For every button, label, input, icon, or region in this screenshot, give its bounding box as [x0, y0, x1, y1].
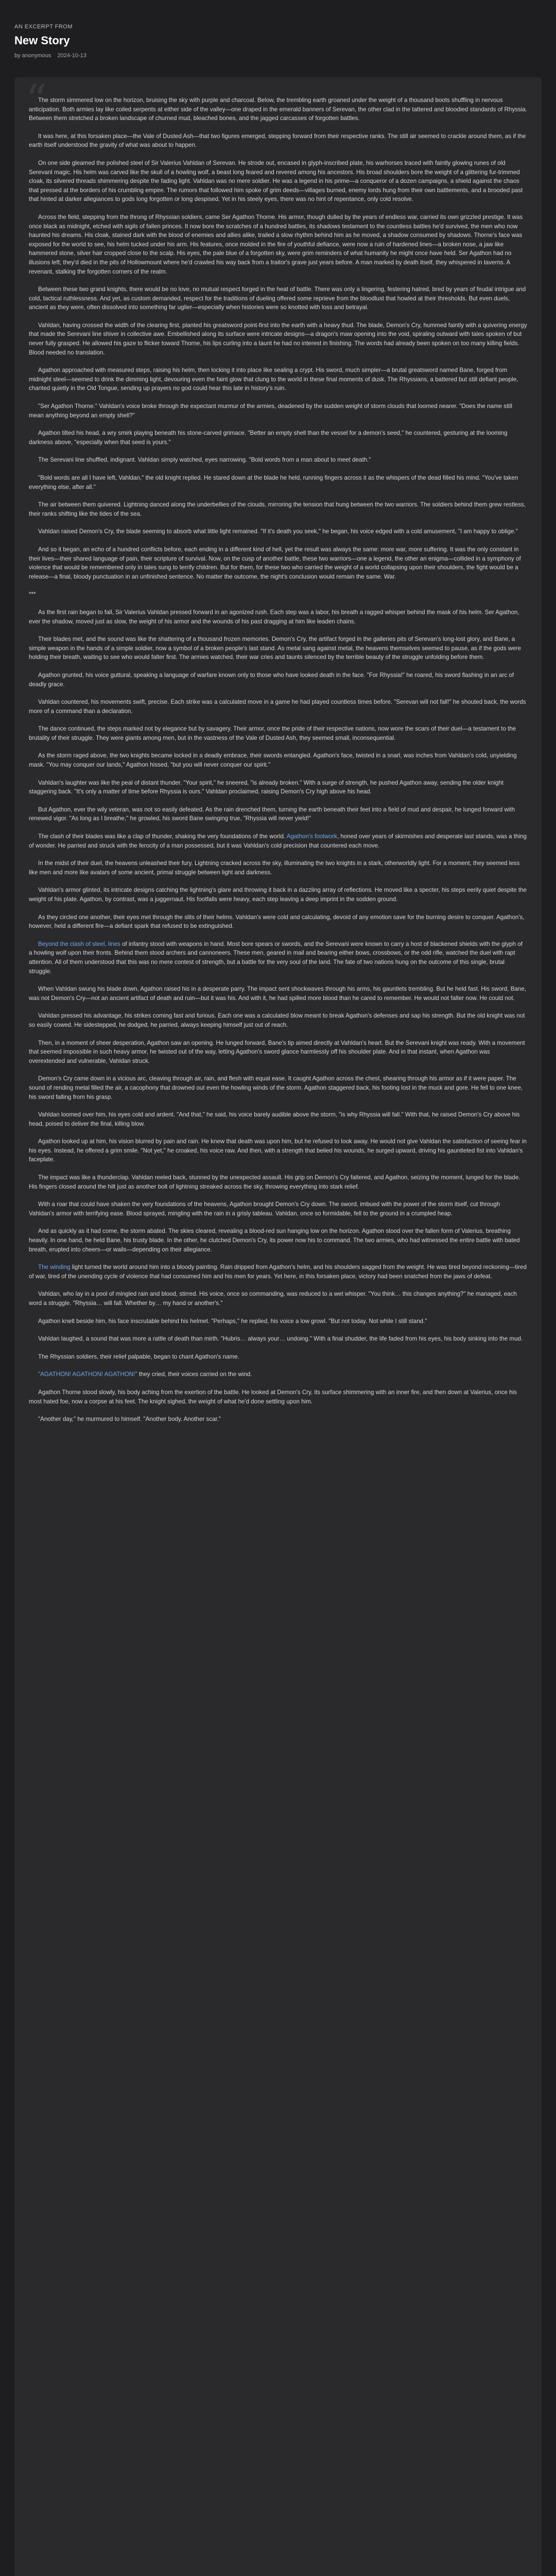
story-paragraph: Agathon Thorne stood slowly, his body aching from the exertion of the battle. He looked at Demon's Cry, its surface shimmering with an inner fire, and then down at Valerius, once his most hated foe, now a corpse at his feet. The knight sighed, the weight of what he'd done settling upon him. — [29, 1388, 517, 1405]
story-paragraph — [29, 1370, 527, 1379]
user-highlight: Agathon's footwork — [286, 833, 337, 840]
story-paragraph: "Bold words are all I have left, Vahldan," the old knight replied. He stared down at the blade he held, running fingers across it as the whispers of the dead filled his mind. "You've taken everything else, after all." — [29, 474, 518, 490]
story-paragraph: Demon's Cry came down in a vicious arc, cleaving through air, rain, and flesh with equal ease. It caught Agathon across the chest, shearing through his armor as if it were paper. The sound of rending metal filled the air, a cacophony that drowned out even the howling winds of the storm. Agathon staggered back, his footing lost in the muck and gore. He fell to one knee, his sword falling from his grasp. — [29, 1075, 523, 1100]
story-paragraph: The Serevani line shuffled, indignant. Vahldan simply watched, eyes narrowing. "Bold words from a man about to meet death." — [38, 456, 371, 464]
story-paragraph: Vahldan's armor glinted, its intricate designs catching the lightning's glare and throwing it back in a dazzling array of reflections. He moved like a specter, his steps eerily quiet despite the weight of his plate. Agathon, by contrast, was a juggernaut. His footfalls were heavy, each step leaving a deep imprint in the sodden ground. — [29, 887, 527, 903]
story-paragraph: Vahldan's laughter was like the peal of distant thunder. "Your spirit," he sneered, "is already broken." With a surge of strength, he pushed Agathon away, sending the older knight staggering back. "It's only a matter of time before Rhyssia is ours." Vahldan proclaimed, raising Demon's Cry high above his head. — [29, 779, 504, 795]
story-paragraph: Vahldan loomed over him, his eyes cold and ardent. "And that," he said, his voice barely audible above the storm, "is why Rhyssia will fall." With that, he raised Demon's Cry above his head, poised to deliver the final, killing blow. — [29, 1111, 520, 1127]
story-paragraph: The impact was like a thunderclap. Vahldan reeled back, stunned by the unexpected assault. His grip on Demon's Cry faltered, and Agathon, seizing the moment, lunged for the blade. His fingers closed around the hilt just as another bolt of lightning streaked across the sky, throwing everything into stark relief. — [29, 1174, 520, 1190]
story-title: New Story — [14, 34, 70, 47]
author-label: by anonymous — [14, 53, 51, 59]
story-body — [29, 96, 527, 1424]
date-label: 2024-10-13 — [57, 53, 86, 59]
user-highlight: The winding — [38, 1264, 71, 1271]
chant-text: "AGATHON! AGATHON! AGATHON!" — [38, 1371, 137, 1378]
story-paragraph: In the midst of their duel, the heavens unleashed their fury. Lightning cracked across the sky, illuminating the two knights in a stark, otherworldly light. For a moment, they seemed less like men and more like avatars of some ancient, primal struggle between light and darkness. — [29, 860, 520, 876]
story-paragraph: Agathon knelt beside him, his face inscrutable behind his helmet. "Perhaps," he replied, his voice a low growl. "But not today. Not while I still stand." — [38, 1317, 427, 1325]
eyebrow-label: AN EXCERPT FROM — [14, 24, 73, 30]
story-paragraph: It was here, at this forsaken place—the Vale of Dusted Ash—that two figures emerged, stepping forward from their respective ranks. The still air seemed to crackle around them, as if the earth itself understood the gravity of what was about to happen. — [29, 132, 526, 149]
story-paragraph: The Rhyssian soldiers, their relief palpable, began to chant Agathon's name. — [38, 1353, 239, 1360]
story-paragraph: As they circled one another, their eyes met through the slits of their helms. Vahldan's were cold and calculating, devoid of any emotion save for the burning desire to conquer. Agathon's, however, held a different fire—a defiant spark that refused to be extinguished. — [29, 913, 525, 930]
story-paragraph: Agathon tilted his head, a wry smirk playing beneath his stone-carved grimace. "Better an empty shell than the vessel for a demon's seed," he countered, gesturing at the looming darkness above, "especially when that seed is yours." — [29, 430, 508, 446]
paragraph-text: light turned the world around him into a bloody painting. Rain dripped from Agathon's helm, and his shoulders sagged from the weight. He was tired beyond reckoning—tired of war, tired of the unending cycle of violence that had consumed him and his men for years. Yet here, in this forsaken place, victory had been snatched from the jaws of defeat. — [29, 1264, 527, 1280]
story-paragraph: Vahldan laughed, a sound that was more a rattle of death than mirth. "Hubris… always your… undoing." With a final shudder, the life faded from his eyes, his body sinking into the mud. — [38, 1335, 523, 1343]
story-paragraph: Their blades met, and the sound was like the shattering of a thousand frozen memories. Demon's Cry, the artifact forged in the galleries pits of Serevan's long-lost glory, and Bane, a simple weapon in the hands of a simple soldier, now a symbol of a broken people's last stand. As metal sang against metal, the heavens themselves seemed to pause, as if the gods were holding their breath, waiting to see who would falter first. The armies watched, their war cries and taunts silenced by the terrible beauty of the struggle unfolding before them. — [29, 636, 522, 661]
story-paragraph: Then, in a moment of sheer desperation, Agathon saw an opening. He lunged forward, Bane's tip aimed directly at Vahldan's heart. But the Serevani knight was ready. With a movement that seemed impossible in such heavy armor, he twisted out of the way, letting Agathon's sword glance harmlessly off his shoulder plate. And in that instant, when Agathon was overextended and vulnerable, Vahldan struck. — [29, 1039, 525, 1064]
story-paragraph — [29, 832, 527, 850]
story-card — [14, 77, 542, 2576]
quote-mark-icon: “ — [26, 77, 47, 124]
story-paragraph: The storm simmered low on the horizon, bruising the sky with purple and charcoal. Below, the trembling earth groaned under the weight of a thousand boots shuffling in nervous anticipation. Both armies lay like coiled serpents at either side of the valley—one draped in the emerald banners of Serevan, the other clad in the tattered and bloodied standards of Rhyssia. Between them stretched a broken landscape of churned mud, bleached bones, and the jagged carcasses of forgotten battles. — [29, 97, 528, 122]
story-paragraph: Vahldan raised Demon's Cry, the blade seeming to absorb what little light remained. "If it's death you seek," he began, his voice edged with a cold amusement, "I am happy to oblige." — [38, 528, 518, 535]
paragraph-text: , honed over years of skirmishes and desperate last stands, was a thing of wonder. He parried and struck with the ferocity of a man possessed, but it was Vahldan's cold precision that countered each move. — [29, 833, 527, 849]
story-meta — [14, 53, 542, 59]
story-paragraph: Agathon approached with measured steps, raising his helm, then locking it into place like sealing a crypt. His sword, much simpler—a brutal greatsword named Bane, forged from midnight steel—seemed to drink the dimming light, devouring even the faint glow that clung to the world in these final moments of dusk. The Rhyssians, a battered but still defiant people, chanted quietly in the Old Tongue, sending up prayers no god could hear this late in history's ruin. — [29, 367, 518, 392]
story-paragraph: On one side gleamed the polished steel of Sir Valerius Vahldan of Serevan. He strode out, encased in glyph-inscribed plate, his warhorses traced with faintly glowing runes of old Serevanl magic. His helm was carved like the skull of a howling wolf, a beast long feared and revered among his ancestors. His broad shoulders bore the weight of a glittering fur-trimmed cloak, its silvered threads shimmering despite the fading light. Vahldan was no mere soldier. He was a legend in his prime—a conqueror of a dozen campaigns, a shield against the chaos that pressed at the borders of his crumbling empire. The rumors that followed him spoke of grim deeds—villages burned, enemy lords hung from their own battlements, and a brooded past that hinted at darker allegiances to gods long forgotten or long despised. Yet in his steely eyes, there was no hint of repentance, only cold resolve. — [29, 159, 523, 203]
story-paragraph: As the first rain began to fall, Sir Valerius Vahldan pressed forward in an agonized rush. Each step was a labor, his breath a ragged whisper behind the mask of his helm. Ser Agathon, ever the shadow, moved just as slow, the weight of his armor and the wounds of his past dragging at him like leaden chains. — [29, 608, 519, 625]
story-paragraph: Vahldan, having crossed the width of the clearing first, planted his greatsword point-first into the earth with a heavy thud. The blade, Demon's Cry, hummed faintly with a quivering energy that made the Serevani line shiver in collective awe. Embellished along its surface were intricate designs—a dragon's maw opening into the void, spiraling outward with tales spoken of but never fully grasped. He allowed his gaze to flicker toward Thorne, his lips curling into a taunt he had no interest in finishing. The words had already been spoken on too many killing fields. Blood needed no translation. — [29, 321, 527, 356]
paragraph-text: The clash of their blades was like a clap of thunder, shaking the very foundations of the world. — [38, 833, 287, 840]
story-paragraph: Vahldan countered, his movements swift, precise. Each strike was a calculated move in a game he had played countless times before. "Serevan will not fall!" he shouted back, the words more of a command than a declaration. — [29, 699, 526, 715]
story-paragraph: Agathon looked up at him, his vision blurred by pain and rain. He knew that death was upon him, but he refused to look away. He would not give Vahldan the satisfaction of seeing fear in his eyes. Instead, he offered a grim smile. "Not yet," he croaked, his voice raw. And then, with a strength that belied his wounds, he surged upward, driving his gauntleted fist into Vahldan's faceplate. — [29, 1138, 527, 1163]
story-paragraph: "Another day," he murmured to himself. "Another body. Another scar." — [38, 1416, 221, 1423]
user-highlight: Beyond the clash of steel, lines — [38, 940, 120, 947]
story-paragraph: Between these two grand knights, there would be no love, no mutual respect forged in the heat of battle. There was only a lingering, festering hatred, bred by years of feudal intrigue and cold, tactical ruthlessness. And yet, as custom demanded, respect for the traditions of dueling offered some reprieve from the bloodlust that howled at their thresholds. But even duels, ancient as they were, often dissolved into something far uglier—especially when histories were so knotted with loss and betrayal. — [29, 286, 526, 311]
story-paragraph: As the storm raged above, the two knights became locked in a deadly embrace, their swords entangled. Agathon's face, twisted in a snarl, was inches from Vahldan's cold, unyielding mask. "You may conquer our lands," Agathon hissed, "but you will never conquer our spirit." — [29, 752, 517, 769]
story-paragraph: And as quickly as it had come, the storm abated. The skies cleared, revealing a blood-red sun hanging low on the horizon. Agathon stood over the fallen form of Valerius, breathing heavily. In one hand, he held Bane, his trusty blade. In the other, he clutched Demon's Cry, its power now his to command. The two armies, who had witnessed the entire battle with bated breath, erupted into cheers—or wails—depending on their allegiance. — [29, 1228, 520, 1253]
story-paragraph: "Ser Agathon Thorne." Vahldan's voice broke through the expectant murmur of the armies, deadened by the sudden weight of storm clouds that loomed nearer. "Does the name still mean anything beyond an empty shell?" — [29, 403, 512, 419]
story-paragraph: But Agathon, ever the wily veteran, was not so easily defeated. As the rain drenched them, turning the earth beneath their feet into a field of mud and despair, he lunged forward with renewed vigor. "As long as I breathe," he growled, his sword Bane swinging true, "Rhyssia will never yield!" — [29, 806, 515, 822]
story-paragraph: The air between them quivered. Lightning danced along the underbellies of the clouds, mirroring the tension that hung between the two warriors. The soldiers behind them grew restless, their ranks shifting like the tides of the sea. — [29, 501, 526, 517]
paragraph-text: of infantry stood with weapons in hand. Most bore spears or swords, and the Serevani were known to carry a host of blackened shields with the glyph of a howling wolf upon their fronts. Behind them stood archers and cannoneers. These men, geared in mail and bearing either bows, crossbows, or the odd rifle, watched the duel with rapt attention. All of them understood that this was no mere contest of strength, but a battle for the very soul of the land. The fate of two nations hung on the outcome of this single, brutal struggle. — [29, 940, 523, 975]
story-paragraph: Vahldan pressed his advantage, his strikes coming fast and furious. Each one was a calculated blow meant to break Agathon's defenses and sap his strength. But the old knight was not so easily cowed. He sidestepped, he dodged, he parried, always keeping himself just out of reach. — [29, 1012, 525, 1028]
story-header — [0, 0, 556, 77]
story-paragraph: When Vahldan swung his blade down, Agathon raised his in a desperate parry. The impact sent shockwaves through his arms, his gauntlets trembling. But he held fast. His sword, Bane, was not Demon's Cry—not an ancient artifact of death and ruin—but it was his. And with it, he had spilled more blood than he cared to remember. He would not falter now. He could not. — [29, 986, 526, 1002]
story-paragraph — [29, 940, 527, 976]
story-paragraph: And so it began, an echo of a hundred conflicts before, each ending in a different kind of hell, yet the result was always the same: more war, more suffering. It was the only constant in their lives—their shared language of pain, their scripture of survival. Now, on the cusp of another battle, these two warriors—one a legend, the other an enigma—collided in a symphony of violence that would be remembered only in tales sung to terrify children. But for them, for these two who carried the weight of a world collapsing upon their shoulders, the fight would be a release—a final, bloody punctuation in an unfinished sentence. No matter the outcome, the night's conclusion would remain the same. War. — [29, 546, 521, 580]
story-paragraph: Agathon grunted, his voice guttural, speaking a language of warfare known only to those who have looked death in the face. "For Rhyssia!" he roared, his sword flashing in an arc of deadly grace. — [29, 671, 514, 688]
paragraph-text: they cried, their voices carried on the wind. — [137, 1371, 252, 1378]
section-separator: *** — [29, 591, 36, 598]
story-paragraph: With a roar that could have shaken the very foundations of the heavens, Agathon brought Demon's Cry down. The sword, imbued with the power of the storm itself, cut through Vahldan's armor with terrifying ease. Blood sprayed, mingling with the rain in a grisly tableau. Vahldan, once so formidable, fell to the ground in a crumpled heap. — [29, 1201, 500, 1217]
story-paragraph — [29, 1263, 527, 1281]
story-paragraph: Across the field, stepping from the throng of Rhyssian soldiers, came Ser Agathon Thorne. His armor, though dulled by the years of endless war, carried its own grizzled prestige. It was once black as midnight, etched with sigils of fallen princes. It now bore the scratches of a hundred battles, its shadows testament to the countless battles he'd survived, the men who now haunted his dreams. His cloak, stained dark with the blood of enemies and allies alike, trailed a slow rhythm behind him as he moved, a shadow consumed by shadows. Thorne's face was exposed for the world to see, his helm tucked under his arm. His features, once molded in the fire of youthful defiance, were now a ruin of hardened lines—a broken nose, a jaw like hammered stone, silver hair cropped close to the scalp. His eyes, the pale blue of a forgotten sky, were grim reminders of what humanity he might once have held. Ser Agathon had no illusions left; they'd died in the pits of Hollowmount where he'd crawled his way back from a traitor's grave just years before. A man marked by death itself, they whispered in taverns. A revenant, stalking the forgotten corners of the realm. — [29, 213, 523, 275]
story-paragraph: Vahldan, who lay in a pool of mingled rain and blood, stirred. His voice, once so commanding, was reduced to a wet whisper. "You think… this changes anything?" he managed, each word a struggle. "Rhyssia… will fall. Whether by… my hand or another's." — [29, 1291, 517, 1307]
story-paragraph: The dance continued, the steps marked not by elegance but by savagery. Their armor, once the pride of their respective nations, now wore the scars of their duel—a testament to the brutality of their struggle. They were giants among men, but in the vastness of the Vale of Dusted Ash, they seemed small, inconsequential. — [29, 725, 516, 741]
